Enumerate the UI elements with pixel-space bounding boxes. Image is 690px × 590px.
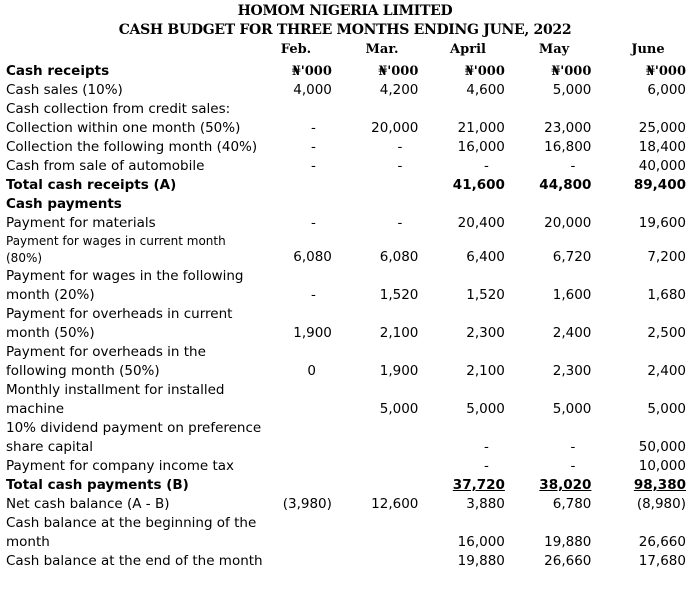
table-row <box>6 495 686 514</box>
cell-value: - <box>397 139 403 155</box>
row-label: Cash sales (10%) <box>6 82 123 98</box>
table-cell <box>591 343 686 381</box>
table-cell <box>268 514 332 552</box>
table-cell <box>591 81 686 100</box>
month-header-april: April <box>450 42 486 57</box>
cell-value: 6,000 <box>647 82 686 98</box>
table-cell <box>332 119 419 138</box>
cell-value: 16,000 <box>457 534 505 550</box>
cell-value: (3,980) <box>282 496 332 512</box>
cell-value: 1,520 <box>466 287 505 303</box>
cell-value: 17,680 <box>638 553 686 569</box>
month-header-mar: Mar. <box>365 42 399 57</box>
table-cell <box>268 214 332 233</box>
table-cell <box>505 157 592 176</box>
table-row <box>6 267 686 305</box>
table-cell <box>332 138 419 157</box>
table-cell <box>591 381 686 419</box>
table-cell <box>332 214 419 233</box>
cell-value: 5,000 <box>552 401 592 417</box>
cell-value: - <box>397 215 403 231</box>
cell-value: 41,600 <box>452 177 505 193</box>
table-cell <box>332 343 419 381</box>
row-label: Cash payments <box>6 196 122 212</box>
table-cell <box>268 119 332 138</box>
cell-value: 5,000 <box>647 401 686 417</box>
cell-value: - <box>311 120 316 136</box>
table-cell <box>505 62 592 81</box>
table-row <box>6 138 686 157</box>
table-cell <box>591 138 686 157</box>
table-cell <box>418 214 505 233</box>
cell-value: - <box>484 158 489 174</box>
table-cell <box>591 157 686 176</box>
table-row <box>6 457 686 476</box>
table-cell <box>591 514 686 552</box>
table-cell <box>268 552 332 571</box>
table-cell <box>591 119 686 138</box>
table-cell <box>418 233 505 267</box>
table-cell <box>505 233 592 267</box>
table-cell <box>418 267 505 305</box>
table-cell <box>332 305 419 343</box>
cell-value: 3,880 <box>466 496 505 512</box>
row-label: Net cash balance (A - B) <box>6 496 170 512</box>
table-cell <box>332 495 419 514</box>
cell-value: 40,000 <box>638 158 686 174</box>
table-cell <box>505 81 592 100</box>
cell-value: - <box>311 215 316 231</box>
table-cell <box>505 381 592 419</box>
table-cell <box>418 138 505 157</box>
table-cell <box>332 176 419 195</box>
report-title: HOMOM NIGERIA LIMITED <box>237 3 453 19</box>
table-row <box>6 343 686 381</box>
row-label: Payment for company income tax <box>6 458 235 474</box>
table-cell <box>268 476 332 495</box>
table-cell <box>332 267 419 305</box>
table-cell <box>332 514 419 552</box>
cell-value: 1,520 <box>379 287 419 303</box>
cell-value: 50,000 <box>638 439 686 455</box>
row-label: Payment for overheads in current month (50%) <box>6 306 233 341</box>
cell-value: 23,000 <box>544 120 592 136</box>
cell-value: 26,660 <box>638 534 686 550</box>
month-header-may: May <box>538 42 570 57</box>
cell-value: 5,000 <box>552 82 592 98</box>
cell-value: 5,000 <box>466 401 505 417</box>
table-row <box>6 176 686 195</box>
table-cell <box>268 457 332 476</box>
row-label: Total cash receipts (A) <box>6 177 177 193</box>
cell-value: - <box>570 158 576 174</box>
table-cell <box>591 552 686 571</box>
report-subtitle: CASH BUDGET FOR THREE MONTHS ENDING JUNE, 2022 <box>118 22 572 38</box>
table-cell <box>332 381 419 419</box>
cell-value: 2,100 <box>466 363 505 379</box>
table-cell <box>505 476 592 495</box>
cell-value: 6,780 <box>552 496 592 512</box>
table-cell <box>268 138 332 157</box>
table-row <box>6 233 686 267</box>
cell-value: 5,000 <box>379 401 419 417</box>
table-cell <box>332 81 419 100</box>
cell-value: - <box>397 158 403 174</box>
table-row <box>6 62 686 81</box>
table-row <box>6 419 686 457</box>
cell-value: 2,500 <box>647 325 686 341</box>
cell-value: - <box>311 139 316 155</box>
table-cell <box>418 381 505 419</box>
table-row <box>6 81 686 100</box>
table-cell <box>591 100 686 119</box>
table-cell <box>505 552 592 571</box>
cell-value: 4,600 <box>466 82 505 98</box>
cell-value: 6,080 <box>293 249 332 265</box>
table-cell <box>268 343 332 381</box>
table-cell <box>505 305 592 343</box>
cell-value: 10,000 <box>638 458 686 474</box>
row-label: Cash collection from credit sales: <box>6 101 231 117</box>
cell-value: 0 <box>307 363 316 379</box>
table-cell <box>418 100 505 119</box>
cell-value: ₦'000 <box>464 64 505 79</box>
cell-value: 1,680 <box>647 287 686 303</box>
row-label: Payment for materials <box>6 215 156 231</box>
table-cell <box>332 419 419 457</box>
table-cell <box>591 195 686 214</box>
table-row <box>6 552 686 571</box>
table-cell <box>268 419 332 457</box>
table-cell <box>332 476 419 495</box>
cell-value: - <box>311 158 316 174</box>
table-cell <box>591 267 686 305</box>
cell-value: 26,660 <box>544 553 592 569</box>
table-cell <box>332 552 419 571</box>
cell-value: 2,100 <box>379 325 419 341</box>
table-cell <box>418 81 505 100</box>
table-cell <box>418 514 505 552</box>
table-cell <box>418 419 505 457</box>
month-header-feb: Feb. <box>280 42 312 57</box>
table-cell <box>505 138 592 157</box>
cell-value: 2,400 <box>647 363 686 379</box>
table-row <box>6 476 686 495</box>
table-cell <box>268 62 332 81</box>
table-cell <box>418 176 505 195</box>
table-cell <box>505 100 592 119</box>
row-label: Cash from sale of automobile <box>6 158 205 174</box>
cell-value: 1,900 <box>379 363 419 379</box>
cell-value: 6,080 <box>379 249 419 265</box>
table-row <box>6 100 686 119</box>
cell-value: ₦'000 <box>645 64 686 79</box>
cell-value: 19,880 <box>457 553 505 569</box>
cell-value: 6,400 <box>466 249 505 265</box>
table-cell <box>505 214 592 233</box>
table-cell <box>591 176 686 195</box>
cell-value: 4,200 <box>379 82 419 98</box>
table-row <box>6 214 686 233</box>
cell-value: 12,600 <box>371 496 419 512</box>
cell-value: 44,800 <box>539 177 592 193</box>
cell-value: 98,380 <box>633 477 686 493</box>
row-label: Collection the following month (40%) <box>6 139 258 155</box>
cell-value: - <box>484 458 489 474</box>
cell-value: 89,400 <box>633 177 686 193</box>
table-cell <box>418 495 505 514</box>
row-label: Payment for wages in current month (80%) <box>6 234 226 265</box>
row-label: Cash balance at the beginning of the month <box>6 515 257 550</box>
table-cell <box>332 62 419 81</box>
table-cell <box>418 476 505 495</box>
table-cell <box>268 305 332 343</box>
cell-value: - <box>311 287 316 303</box>
table-cell <box>505 457 592 476</box>
cell-value: 2,300 <box>552 363 592 379</box>
cell-value: - <box>570 439 576 455</box>
cash-budget-table <box>6 62 686 571</box>
table-cell <box>591 476 686 495</box>
table-cell <box>268 495 332 514</box>
table-row <box>6 305 686 343</box>
cell-value: ₦'000 <box>378 64 419 79</box>
table-cell <box>505 495 592 514</box>
cell-value: 25,000 <box>638 120 686 136</box>
cell-value: 16,000 <box>457 139 505 155</box>
table-cell <box>418 552 505 571</box>
row-label: Collection within one month (50%) <box>6 120 241 136</box>
table-cell <box>418 157 505 176</box>
table-cell <box>505 176 592 195</box>
cell-value: 7,200 <box>647 249 686 265</box>
table-cell <box>418 195 505 214</box>
cell-value: 1,900 <box>293 325 332 341</box>
row-label: 10% dividend payment on preference share capital <box>6 420 262 455</box>
cell-value: 6,720 <box>552 249 592 265</box>
table-row <box>6 514 686 552</box>
table-cell <box>268 381 332 419</box>
table-cell <box>418 305 505 343</box>
cell-value: 20,400 <box>457 215 505 231</box>
table-cell <box>268 157 332 176</box>
cell-value: 38,020 <box>539 477 592 493</box>
cell-value: - <box>570 458 576 474</box>
cell-value: 21,000 <box>457 120 505 136</box>
table-cell <box>418 457 505 476</box>
month-header-june: June <box>631 42 665 57</box>
table-cell <box>505 514 592 552</box>
table-cell <box>418 62 505 81</box>
cell-value: 18,400 <box>638 139 686 155</box>
cell-value: 37,720 <box>452 477 505 493</box>
cell-value: 19,880 <box>544 534 592 550</box>
row-label: Payment for wages in the following month (20%) <box>6 268 244 303</box>
table-cell <box>268 233 332 267</box>
cell-value: 19,600 <box>638 215 686 231</box>
table-row <box>6 119 686 138</box>
table-row <box>6 157 686 176</box>
table-cell <box>268 267 332 305</box>
cell-value: (8,980) <box>636 496 686 512</box>
cell-value: - <box>484 439 489 455</box>
table-cell <box>505 343 592 381</box>
cell-value: 2,400 <box>552 325 592 341</box>
table-cell <box>591 62 686 81</box>
table-cell <box>332 233 419 267</box>
table-row <box>6 195 686 214</box>
table-cell <box>268 100 332 119</box>
table-cell <box>418 119 505 138</box>
row-label: Cash balance at the end of the month <box>6 553 263 569</box>
table-cell <box>505 119 592 138</box>
table-cell <box>591 419 686 457</box>
row-label: Total cash payments (B) <box>6 477 189 493</box>
table-cell <box>591 495 686 514</box>
table-cell <box>505 267 592 305</box>
cell-value: ₦'000 <box>291 64 332 79</box>
table-cell <box>591 305 686 343</box>
table-row <box>6 381 686 419</box>
table-cell <box>591 214 686 233</box>
cell-value: 16,800 <box>544 139 592 155</box>
table-cell <box>332 157 419 176</box>
cell-value: 20,000 <box>371 120 419 136</box>
table-cell <box>268 176 332 195</box>
row-label: Cash receipts <box>6 63 110 79</box>
table-cell <box>591 233 686 267</box>
cell-value: 1,600 <box>552 287 592 303</box>
table-cell <box>332 457 419 476</box>
cell-value: 2,300 <box>466 325 505 341</box>
table-cell <box>418 343 505 381</box>
row-label: Monthly installment for installed machine <box>6 382 225 417</box>
table-cell <box>591 457 686 476</box>
table-cell <box>332 195 419 214</box>
table-cell <box>332 100 419 119</box>
table-cell <box>268 81 332 100</box>
cell-value: ₦'000 <box>551 64 592 79</box>
row-label: Payment for overheads in the following month (50%) <box>6 344 206 379</box>
table-cell <box>268 195 332 214</box>
cell-value: 20,000 <box>544 215 592 231</box>
table-cell <box>505 195 592 214</box>
cell-value: 4,000 <box>293 82 332 98</box>
table-cell <box>505 419 592 457</box>
